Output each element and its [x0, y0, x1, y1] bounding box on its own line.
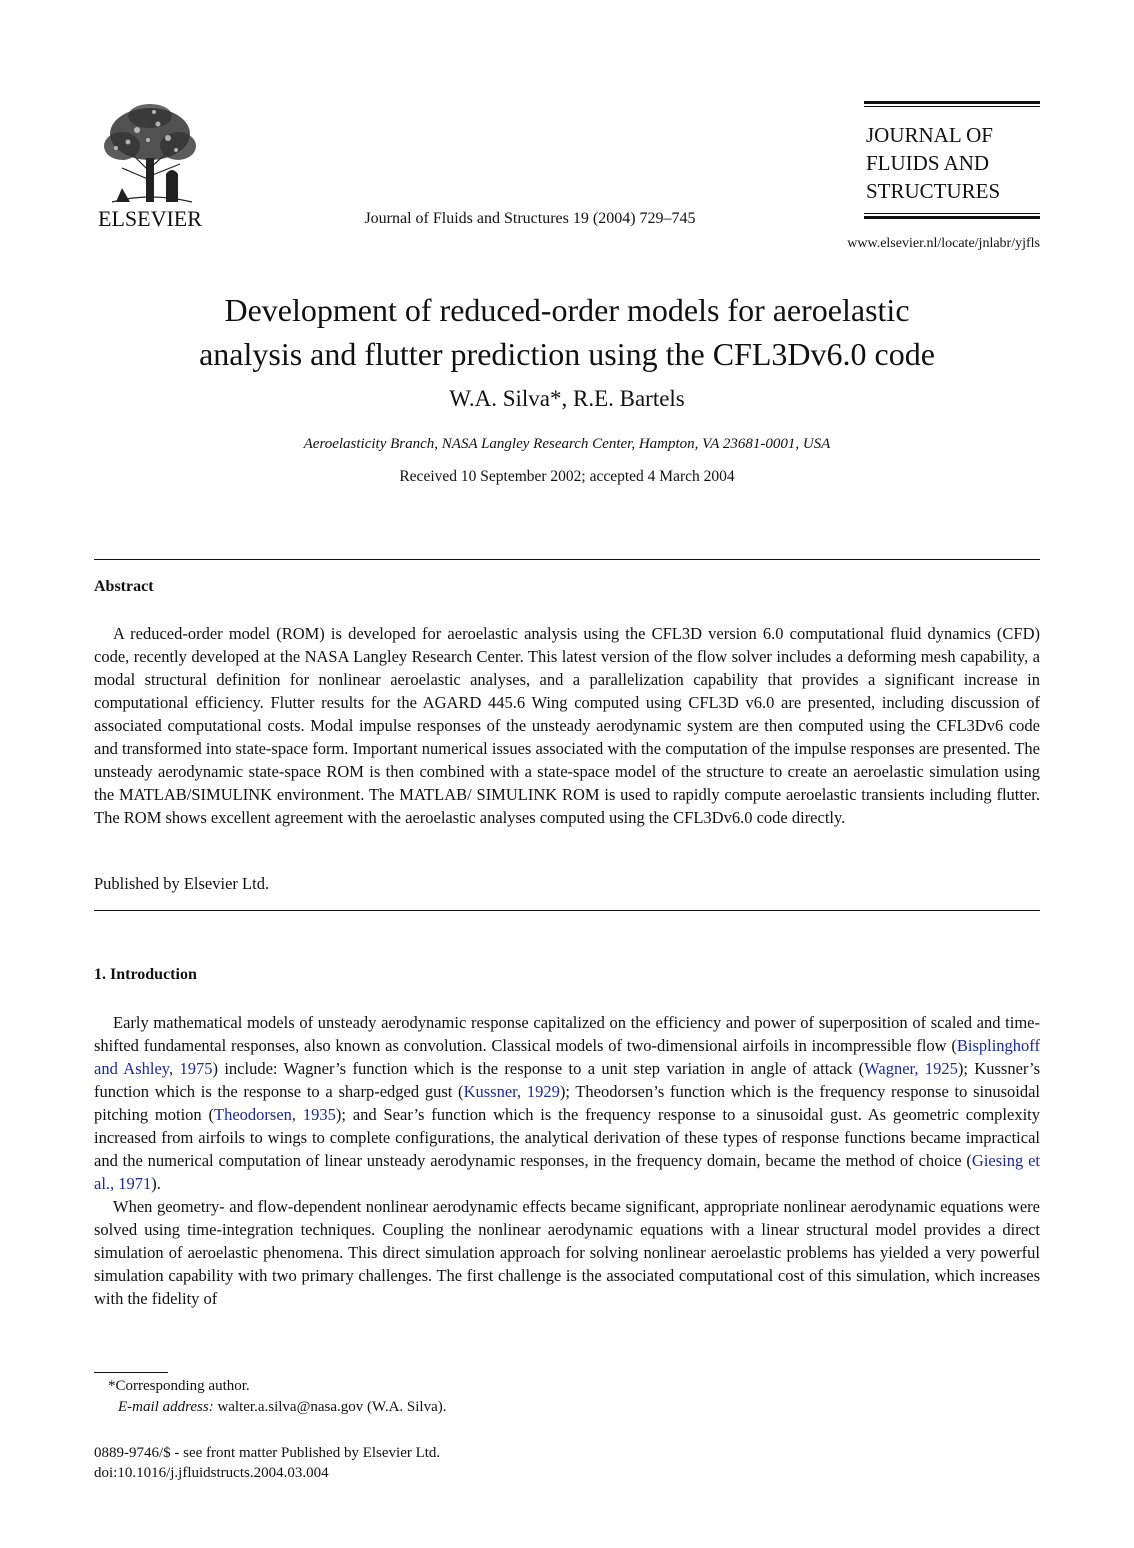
divider-bottom	[94, 910, 1040, 911]
email-label: E-mail address:	[118, 1399, 214, 1415]
intro-p1-text-f: ).	[151, 1174, 161, 1193]
journal-name-line-1: JOURNAL OF	[866, 123, 993, 147]
citation-link-bisplinghoff[interactable]: Bisplinghoff and Ashley, 1975	[94, 1036, 1040, 1078]
intro-p1-text-b: ) include: Wagner’s function which is the response to a unit step variation in angle of attack (	[212, 1059, 865, 1078]
journal-name-line-2: FLUIDS AND	[866, 151, 990, 175]
journal-name	[864, 107, 1040, 213]
section-heading-introduction: 1. Introduction	[94, 966, 197, 983]
abstract-published: Published by Elsevier Ltd.	[94, 874, 270, 893]
citation-link-theodorsen[interactable]: Theodorsen, 1935	[214, 1105, 336, 1124]
intro-p1-text-a: Early mathematical models of unsteady aerodynamic response capitalized on the efficiency and power of superposition of scaled and time-shifted fundamental responses, also known as convolution. Classical models of two-dimensional airfoils in incompressible flow (	[94, 1013, 1040, 1055]
rule-bottom	[864, 213, 1040, 219]
received-dates: Received 10 September 2002; accepted 4 March 2004	[399, 468, 735, 485]
abstract-heading: Abstract	[94, 578, 154, 595]
intro-p1-text-d: ); Theodorsen’s function which is the frequency response to sinusoidal pitching motion (	[94, 1082, 1040, 1124]
citation-link-giesing[interactable]: Giesing et al., 1971	[94, 1151, 1040, 1193]
citation-link-kussner[interactable]: Kussner, 1929	[463, 1082, 560, 1101]
citation-link-wagner[interactable]: Wagner, 1925	[864, 1059, 958, 1078]
intro-p1-text-c: ); Kussner’s function which is the response to a sharp-edged gust (	[94, 1059, 1041, 1101]
footnote-email	[118, 1399, 446, 1416]
title-line-1: Development of reduced-order models for aeroelastic	[224, 292, 910, 328]
footnote-corresponding: *Corresponding author.	[108, 1378, 250, 1394]
title-line-2: analysis and flutter prediction using the CFL3Dv6.0 code	[199, 336, 935, 372]
issn-line: 0889-9746/$ - see front matter Published by Elsevier Ltd.	[94, 1445, 441, 1461]
divider-top	[94, 559, 1040, 560]
article-title	[94, 288, 1040, 376]
authors: W.A. Silva*, R.E. Bartels	[449, 386, 685, 411]
affiliation: Aeroelasticity Branch, NASA Langley Research Center, Hampton, VA 23681-0001, USA	[303, 436, 831, 452]
journal-title-box	[864, 101, 1040, 219]
journal-name-line-3: STRUCTURES	[866, 179, 1001, 203]
doi-line[interactable]: doi:10.1016/j.jfluidstructs.2004.03.004	[94, 1465, 329, 1481]
intro-paragraph-2: When geometry- and flow-dependent nonlinear aerodynamic effects became significant, appropriate nonlinear aerodynamic equations were solved using time-integration techniques. Coupling the nonlinear aerodynamic equations with a linear structural model provides a direct simulation of aeroelastic phenomena. This direct simulation approach for solving nonlinear aeroelastic problems has yielded a very powerful simulation capability with two primary challenges. The first challenge is the associated computational cost of this simulation, which increases with the fidelity of	[94, 1197, 1040, 1308]
footnote-rule	[94, 1372, 168, 1373]
intro-body	[94, 1011, 1040, 1310]
journal-citation: Journal of Fluids and Structures 19 (2004) 729–745	[364, 210, 696, 227]
abstract-text: A reduced-order model (ROM) is developed for aeroelastic analysis using the CFL3D version 6.0 computational fluid dynamics (CFD) code, recently developed at the NASA Langley Research Center. This latest version of the flow solver includes a deforming mesh capability, a modal structural definition for nonlinear aeroelastic analyses, and a parallelization capability that provides a significant increase in computational efficiency. Flutter results for the AGARD 445.6 Wing computed using CFL3D v6.0 are presented, including discussion of associated computational costs. Modal impulse responses of the unsteady aerodynamic system are then computed using the CFL3Dv6 code and transformed into state-space form. Important numerical issues associated with the computation of the impulse responses are presented. The unsteady aerodynamic state-space ROM is then combined with a state-space model of the structure to create an aeroelastic simulation using the MATLAB/SIMULINK environment. The MATLAB/ SIMULINK ROM is used to rapidly compute aeroelastic transients including flutter. The ROM shows excellent agreement with the aeroelastic analyses computed using the CFL3Dv6.0 code directly.	[94, 624, 1040, 827]
intro-paragraph-1	[94, 1011, 1040, 1195]
abstract-body	[94, 622, 1040, 829]
journal-url[interactable]: www.elsevier.nl/locate/jnlabr/yjfls	[847, 236, 1040, 251]
intro-p1-text-e: ); and Sear’s function which is the frequency response to a sinusoidal gust. As geometric complexity increased from airfoils to wings to complete configurations, the analytical derivation of these types of response functions became impractical and the numerical computation of linear unsteady aerodynamic responses, in the frequency domain, became the method of choice (	[94, 1105, 1040, 1170]
email-address[interactable]: walter.a.silva@nasa.gov (W.A. Silva).	[213, 1399, 447, 1415]
publisher-wordmark: ELSEVIER	[98, 206, 202, 231]
